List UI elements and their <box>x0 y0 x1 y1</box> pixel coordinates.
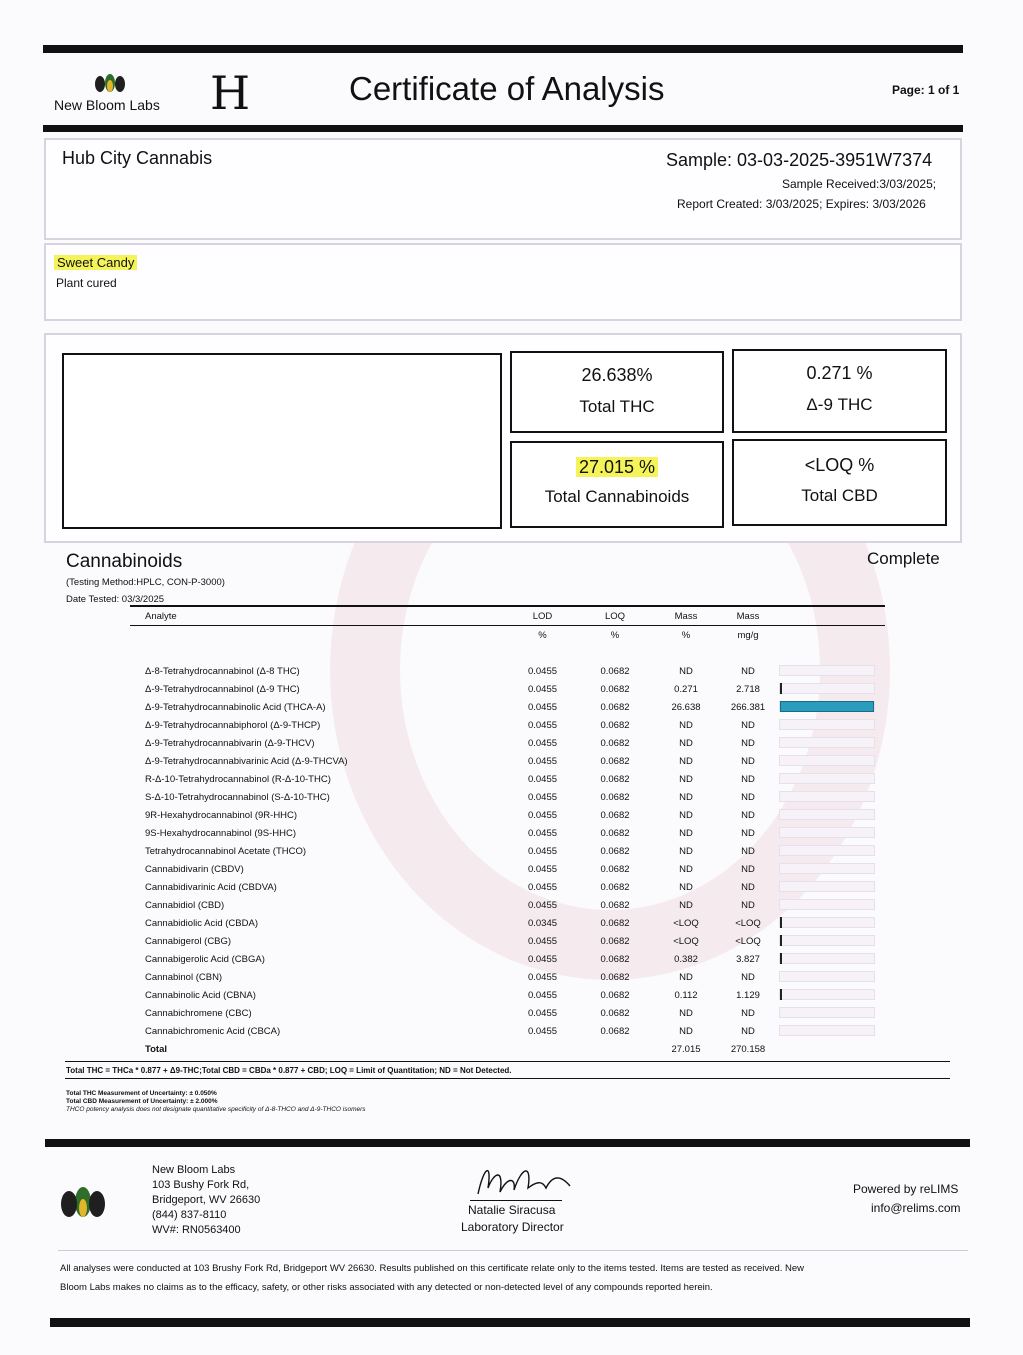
loq-cell: 0.0682 <box>600 899 630 911</box>
mass-bar-cell <box>779 914 885 932</box>
mass-bar-cell <box>779 824 885 842</box>
mass-pct-cell: ND <box>679 737 693 749</box>
table-row <box>130 788 885 806</box>
mass-bar-track <box>779 953 875 964</box>
mass-bar-cell <box>779 698 885 716</box>
analyte-cell: 9R-Hexahydrocannabinol (9R-HHC) <box>145 809 298 821</box>
mass-mg-cell: ND <box>741 809 755 821</box>
page-number: Page: 1 of 1 <box>892 83 960 97</box>
mass-pct-cell: ND <box>679 827 693 839</box>
thco-note: THCO potency analysis does not designate quantitative specificity of Δ-8-THCO and Δ-9-THCO isomers <box>66 1106 366 1113</box>
lod-cell: 0.0455 <box>527 809 558 821</box>
header-rule <box>43 125 963 132</box>
total-row-pct: 27.015 <box>671 1043 701 1055</box>
mass-mg-cell: 3.827 <box>736 953 760 965</box>
mass-bar-track <box>779 935 875 946</box>
table-row <box>130 716 885 734</box>
mass-pct-cell: ND <box>679 773 693 785</box>
loq-cell: 0.0682 <box>600 719 630 731</box>
lod-cell: 0.0455 <box>527 683 558 695</box>
mass-bar-tick <box>780 683 782 694</box>
product-panel <box>44 243 962 321</box>
mass-bar-tick <box>780 953 782 964</box>
loq-cell: 0.0682 <box>600 827 630 839</box>
lod-cell: 0.0455 <box>527 953 558 965</box>
loq-cell: 0.0682 <box>600 701 630 713</box>
footer-addr2: Bridgeport, WV 26630 <box>152 1194 261 1206</box>
mass-mg-cell: ND <box>741 881 755 893</box>
analyte-cell: Δ-9-Tetrahydrocannabivarin (Δ-9-THCV) <box>145 737 315 749</box>
lod-cell: 0.0455 <box>527 989 558 1001</box>
table-row <box>130 896 885 914</box>
table-row <box>130 860 885 878</box>
col-analyte: Analyte <box>145 610 177 622</box>
analyte-cell: Δ-9-Tetrahydrocannabiphorol (Δ-9-THCP) <box>145 719 321 731</box>
mass-mg-cell: 1.129 <box>736 989 760 1001</box>
mass-bar-tick <box>780 935 782 946</box>
mass-pct-cell: ND <box>679 881 693 893</box>
mass-bar-track <box>779 719 875 730</box>
sample-id: Sample: 03-03-2025-3951W7374 <box>666 150 933 170</box>
analyte-cell: Δ-9-Tetrahydrocannabinol (Δ-9 THC) <box>145 683 300 695</box>
mass-pct-cell: ND <box>679 971 693 983</box>
table-row <box>130 932 885 950</box>
loq-cell: 0.0682 <box>600 845 630 857</box>
mass-bar-cell <box>779 806 885 824</box>
col-mass-mg: Mass <box>736 610 760 622</box>
lod-cell: 0.0455 <box>527 881 558 893</box>
footer-phone: (844) 837-8110 <box>152 1209 227 1221</box>
mass-mg-cell: ND <box>741 827 755 839</box>
analyte-cell: 9S-Hexahydrocannabinol (9S-HHC) <box>145 827 297 839</box>
lod-cell: 0.0455 <box>527 791 558 803</box>
analyte-cell: Cannabinolic Acid (CBNA) <box>145 989 256 1001</box>
cannabinoids-status: Complete <box>867 549 940 568</box>
mass-pct-cell: ND <box>679 809 693 821</box>
loq-cell: 0.0682 <box>600 881 630 893</box>
col-mass-pct: Mass <box>674 610 698 622</box>
total-cannabinoids-card <box>510 441 724 528</box>
image-placeholder <box>62 353 502 529</box>
mass-bar-cell <box>779 896 885 914</box>
mass-pct-cell: <LOQ <box>673 917 699 929</box>
total-cannabinoids-value-wrap <box>512 457 722 478</box>
mass-mg-cell: ND <box>741 791 755 803</box>
footer-lab: New Bloom Labs <box>152 1164 236 1176</box>
handwritten-mark: H <box>210 66 251 120</box>
mass-mg-cell: ND <box>741 845 755 857</box>
mass-mg-cell: <LOQ <box>735 917 761 929</box>
report-dates: Report Created: 3/03/2025; Expires: 3/03/2026 <box>677 197 926 211</box>
mass-mg-cell: ND <box>741 1025 755 1037</box>
mass-bar-cell <box>779 842 885 860</box>
mass-bar-cell <box>779 752 885 770</box>
unit-lod: % <box>538 629 547 641</box>
notes-rule <box>65 1061 950 1062</box>
lod-cell: 0.0455 <box>527 935 558 947</box>
table-row <box>130 950 885 968</box>
total-row-mg: 270.158 <box>730 1043 766 1055</box>
mass-bar-fill <box>780 701 874 712</box>
table-row <box>130 878 885 896</box>
unit-mass-mg: mg/g <box>737 629 759 641</box>
mass-mg-cell: ND <box>741 899 755 911</box>
lod-cell: 0.0455 <box>527 845 558 857</box>
disclaimer-line1: All analyses were conducted at 103 Brushy Fork Rd, Bridgeport WV 26630. Results published on this certificate relate only to the items tested. Items are tested as received. New <box>60 1263 805 1274</box>
footer-wv: WV#: RN0563400 <box>152 1224 241 1236</box>
mass-bar-cell <box>779 1004 885 1022</box>
mass-mg-cell: ND <box>741 971 755 983</box>
analyte-cell: Cannabigerol (CBG) <box>145 935 232 947</box>
total-cbd-value: <LOQ % <box>804 455 875 475</box>
lod-cell: 0.0455 <box>527 863 558 875</box>
mass-mg-cell: 266.381 <box>730 701 766 713</box>
mass-pct-cell: ND <box>679 863 693 875</box>
mass-bar-track <box>779 773 875 784</box>
table-row <box>130 842 885 860</box>
disclaimer-rule <box>58 1250 968 1251</box>
mass-mg-cell: ND <box>741 863 755 875</box>
analyte-cell: Cannabichromene (CBC) <box>145 1007 252 1019</box>
mass-pct-cell: 0.382 <box>674 953 698 965</box>
formula-note: Total THC = THCa * 0.877 + Δ9-THC;Total CBD = CBDa * 0.877 + CBD; LOQ = Limit of Quantitation; ND = Not Detected. <box>66 1066 512 1075</box>
mass-pct-cell: ND <box>679 719 693 731</box>
mass-mg-cell: ND <box>741 719 755 731</box>
mass-pct-cell: ND <box>679 665 693 677</box>
footer-logo <box>58 1182 108 1227</box>
mass-bar-cell <box>779 932 885 950</box>
mass-bar-track <box>779 791 875 802</box>
analyte-cell: Δ-9-Tetrahydrocannabinolic Acid (THCA-A) <box>145 701 326 713</box>
mass-bar-track <box>779 989 875 1000</box>
lod-cell: 0.0455 <box>527 971 558 983</box>
col-loq: LOQ <box>604 610 626 622</box>
uncertainty-thc: Total THC Measurement of Uncertainty: ± 0.050% <box>66 1090 217 1097</box>
mass-bar-cell <box>779 1022 885 1040</box>
mass-pct-cell: ND <box>679 1025 693 1037</box>
mass-pct-cell: ND <box>679 791 693 803</box>
table-row <box>130 1022 885 1040</box>
table-row <box>130 806 885 824</box>
unit-loq: % <box>610 629 620 641</box>
loq-cell: 0.0682 <box>600 989 630 1001</box>
loq-cell: 0.0682 <box>600 809 630 821</box>
mass-pct-cell: ND <box>679 899 693 911</box>
loq-cell: 0.0682 <box>600 1025 630 1037</box>
notes-rule-2 <box>65 1078 950 1079</box>
mass-bar-cell <box>779 770 885 788</box>
mass-pct-cell: 0.112 <box>674 989 698 1001</box>
loq-cell: 0.0682 <box>600 935 630 947</box>
mass-pct-cell: <LOQ <box>673 935 699 947</box>
loq-cell: 0.0682 <box>600 773 630 785</box>
mass-bar-track <box>779 1007 875 1018</box>
mass-mg-cell: ND <box>741 737 755 749</box>
mass-mg-cell: <LOQ <box>735 935 761 947</box>
lod-cell: 0.0345 <box>527 917 558 929</box>
table-row <box>130 914 885 932</box>
mass-bar-tick <box>780 917 782 928</box>
lod-cell: 0.0455 <box>527 737 558 749</box>
loq-cell: 0.0682 <box>600 917 630 929</box>
d9-thc-value: 0.271 % <box>806 363 873 383</box>
mass-pct-cell: 26.638 <box>671 701 701 713</box>
date-tested: Date Tested: 03/3/2025 <box>66 594 165 605</box>
loq-cell: 0.0682 <box>600 1007 630 1019</box>
lab-logo <box>92 70 128 99</box>
mass-bar-cell <box>779 734 885 752</box>
total-thc-label: Total THC <box>579 397 655 416</box>
signature-line <box>470 1200 562 1201</box>
mass-pct-cell: ND <box>679 1007 693 1019</box>
lod-cell: 0.0455 <box>527 701 558 713</box>
mass-bar-cell <box>779 662 885 680</box>
table-row <box>130 968 885 986</box>
table-row <box>130 824 885 842</box>
footer-address <box>152 1163 260 1238</box>
mass-bar-track <box>779 971 875 982</box>
loq-cell: 0.0682 <box>600 791 630 803</box>
table-row <box>130 698 885 716</box>
mass-bar-track <box>779 683 875 694</box>
total-cannabinoids-label: Total Cannabinoids <box>544 487 690 506</box>
footer-rule <box>45 1139 970 1147</box>
table-row <box>130 986 885 1004</box>
analyte-cell: Δ-9-Tetrahydrocannabivarinic Acid (Δ-9-THCVA) <box>145 755 348 767</box>
mass-bar-cell <box>779 878 885 896</box>
mass-bar-cell <box>779 788 885 806</box>
analyte-cell: R-Δ-10-Tetrahydrocannabinol (R-Δ-10-THC) <box>145 773 331 785</box>
d9-thc-label: Δ-9 THC <box>806 395 873 414</box>
product-name <box>54 255 137 270</box>
signer-title: Laboratory Director <box>461 1220 564 1234</box>
uncertainty-cbd: Total CBD Measurement of Uncertainty: ± 2.000% <box>66 1098 218 1105</box>
mass-mg-cell: ND <box>741 665 755 677</box>
mass-pct-cell: ND <box>679 755 693 767</box>
client-name: Hub City Cannabis <box>62 148 213 168</box>
mass-bar-track <box>779 701 875 712</box>
analyte-cell: Cannabidivarin (CBDV) <box>145 863 244 875</box>
mass-bar-track <box>779 917 875 928</box>
total-thc-card <box>510 351 724 433</box>
d9-thc-card <box>732 349 947 433</box>
lod-cell: 0.0455 <box>527 827 558 839</box>
total-cbd-card <box>732 439 947 526</box>
mass-mg-cell: 2.718 <box>736 683 760 695</box>
mass-bar-cell <box>779 860 885 878</box>
analyte-cell: Cannabigerolic Acid (CBGA) <box>145 953 265 965</box>
mass-bar-track <box>779 1025 875 1036</box>
loq-cell: 0.0682 <box>600 737 630 749</box>
loq-cell: 0.0682 <box>600 665 630 677</box>
mass-pct-cell: ND <box>679 845 693 857</box>
mass-bar-track <box>779 899 875 910</box>
analyte-cell: Cannabinol (CBN) <box>145 971 223 983</box>
lod-cell: 0.0455 <box>527 755 558 767</box>
lod-cell: 0.0455 <box>527 773 558 785</box>
mass-bar-track <box>779 665 875 676</box>
table-row <box>130 680 885 698</box>
mass-bar-track <box>779 863 875 874</box>
product-type: Plant cured <box>56 276 117 290</box>
table-row <box>130 752 885 770</box>
footer-addr1: 103 Bushy Fork Rd, <box>152 1179 250 1191</box>
total-row-label: Total <box>145 1043 167 1055</box>
mass-bar-cell <box>779 950 885 968</box>
lod-cell: 0.0455 <box>527 665 558 677</box>
lod-cell: 0.0455 <box>527 1007 558 1019</box>
mass-mg-cell: ND <box>741 1007 755 1019</box>
mass-bar-cell <box>779 968 885 986</box>
cannabinoids-title: Cannabinoids <box>66 551 183 572</box>
mass-bar-cell <box>779 680 885 698</box>
mass-bar-track <box>779 737 875 748</box>
mass-bar-track <box>779 845 875 856</box>
disclaimer-line2: Bloom Labs makes no claims as to the efficacy, safety, or other risks associated with any detected or non-detected level of any compounds reported herein. <box>60 1282 713 1293</box>
total-thc-value: 26.638% <box>581 365 653 385</box>
lod-cell: 0.0455 <box>527 899 558 911</box>
sample-received: Sample Received:3/03/2025; <box>782 177 937 191</box>
page-title: Certificate of Analysis <box>349 70 665 107</box>
unit-mass-pct: % <box>681 629 691 641</box>
mass-bar-track <box>779 755 875 766</box>
mass-bar-track <box>779 827 875 838</box>
contact-email: info@relims.com <box>871 1201 961 1215</box>
mass-bar-cell <box>779 716 885 734</box>
analyte-cell: Tetrahydrocannabinol Acetate (THCO) <box>145 845 307 857</box>
analyte-cell: Δ-8-Tetrahydrocannabinol (Δ-8 THC) <box>145 665 300 677</box>
loq-cell: 0.0682 <box>600 755 630 767</box>
total-cbd-label: Total CBD <box>801 486 878 505</box>
loq-cell: 0.0682 <box>600 683 630 695</box>
lab-name: New Bloom Labs <box>54 97 160 113</box>
powered-by: Powered by reLIMS <box>853 1182 959 1196</box>
analyte-cell: S-Δ-10-Tetrahydrocannabinol (S-Δ-10-THC) <box>145 791 330 803</box>
table-row <box>130 662 885 680</box>
product-name-text: Sweet Candy <box>54 255 137 270</box>
mass-mg-cell: ND <box>741 773 755 785</box>
table-row <box>130 1004 885 1022</box>
loq-cell: 0.0682 <box>600 863 630 875</box>
table-row <box>130 770 885 788</box>
mass-bar-track <box>779 809 875 820</box>
cannabinoids-table <box>130 605 885 1058</box>
col-lod: LOD <box>532 610 553 622</box>
analyte-cell: Cannabidivarinic Acid (CBDVA) <box>145 881 277 893</box>
mass-bar-track <box>779 881 875 892</box>
bottom-rule <box>50 1318 970 1327</box>
lod-cell: 0.0455 <box>527 719 558 731</box>
loq-cell: 0.0682 <box>600 971 630 983</box>
testing-method: (Testing Method:HPLC, CON-P-3000) <box>66 577 225 588</box>
analyte-cell: Cannabichromenic Acid (CBCA) <box>145 1025 281 1037</box>
signer-name: Natalie Siracusa <box>468 1203 556 1217</box>
mass-pct-cell: 0.271 <box>674 683 698 695</box>
analyte-cell: Cannabidiolic Acid (CBDA) <box>145 917 258 929</box>
mass-bar-tick <box>780 989 782 1000</box>
total-cannabinoids-value: 27.015 % <box>576 457 658 477</box>
lod-cell: 0.0455 <box>527 1025 558 1037</box>
mass-mg-cell: ND <box>741 755 755 767</box>
analyte-cell: Cannabidiol (CBD) <box>145 899 225 911</box>
loq-cell: 0.0682 <box>600 953 630 965</box>
table-row <box>130 734 885 752</box>
mass-bar-cell <box>779 986 885 1004</box>
top-rule <box>43 45 963 53</box>
